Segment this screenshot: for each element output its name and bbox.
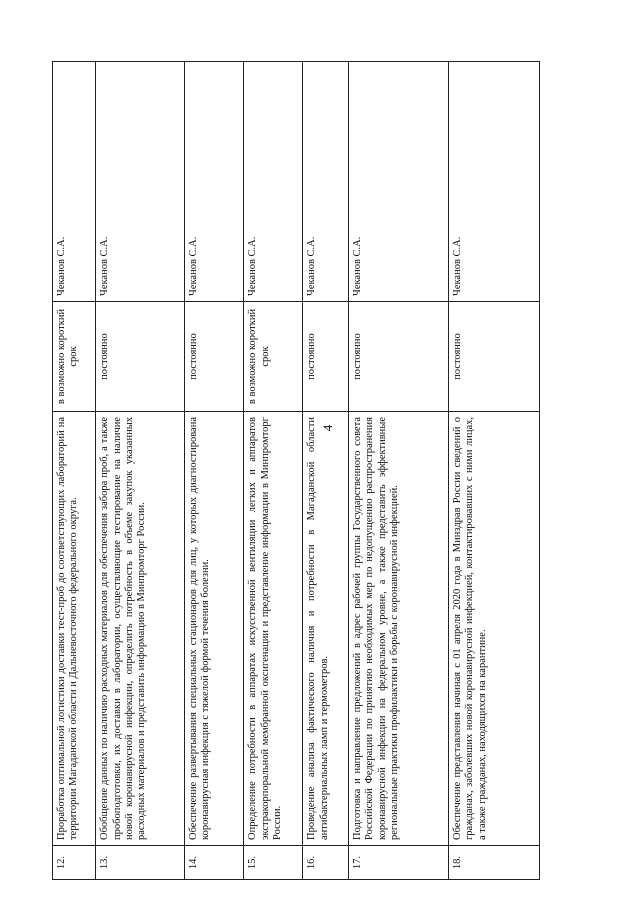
task-description: Обеспечение развертывания специальных стационаров для лиц, у которых диагностирована коронавирусная инфекция с тяжелой формой течения болезни. [184,412,243,846]
responsible-person: Чеканов С.А. [53,62,96,302]
deadline: постоянно [348,302,448,412]
action-plan-table [52,61,540,880]
table-row [184,62,243,880]
responsible-person: Чеканов С.А. [348,62,448,302]
deadline: постоянно [448,302,539,412]
table-row [448,62,539,880]
table-row [53,62,96,880]
task-description: Подготовка и направление предложений в адрес рабочей группы Государственного совета Российской Федерации по принятию необходимых мер по недопущению распространения коронавирусной инфекции на федеральном уровне, а также представить эффективные региональные практики профилактики и борьбы с коронавирусной инфекцией. [348,412,448,846]
row-number: 15. [244,846,303,880]
table-row [244,62,303,880]
deadline: в возможно короткий срок [53,302,96,412]
table-row [348,62,448,880]
task-description: Определение потребности в аппаратах искусственной вентиляции легких и аппаратов экстракорпоральной мембранной оксигенации и представление информации в Минпромторг России. [244,412,303,846]
deadline: в возможно короткий срок [244,302,303,412]
task-description: Проработка оптимальной логистики доставки тест-проб до соответствующих лабораторий на территории Магаданской области и Дальневосточного федерального округа. [53,412,96,846]
responsible-person: Чеканов С.А. [96,62,185,302]
row-number: 18. [448,846,539,880]
page-number: 4 [320,424,335,432]
rotated-table-frame [52,62,540,880]
task-description: Проведение анализа фактического наличия и потребности в Магаданской области антибактериальных ламп и термометров. [303,412,349,846]
responsible-person: Чеканов С.А. [244,62,303,302]
table-row [96,62,185,880]
row-number: 14. [184,846,243,880]
task-description: Обеспечение представления начиная с 01 апреля 2020 года в Минздрав России сведений о гражданах, заболевших новой коронавирусной инфекцией, контактировавших с ними лицах, а также гражданах, находящихся на карантине. [448,412,539,846]
deadline: постоянно [303,302,349,412]
responsible-person: Чеканов С.А. [184,62,243,302]
row-number: 13. [96,846,185,880]
row-number: 12. [53,846,96,880]
table-row [303,62,349,880]
task-description: Обобщение данных по наличию расходных материалов для обеспечения забора проб, а также пробоподготовки, их доставки в лаборатории, осуществляющие тестирование на наличие новой коронавирусной инфекции, определить потребность в объеме закупок указанных расходных материалов и представить информацию в Минпромторг России. [96,412,185,846]
responsible-person: Чеканов С.А. [303,62,349,302]
deadline: постоянно [96,302,185,412]
responsible-person: Чеканов С.А. [448,62,539,302]
row-number: 16. [303,846,349,880]
deadline: постоянно [184,302,243,412]
row-number: 17. [348,846,448,880]
